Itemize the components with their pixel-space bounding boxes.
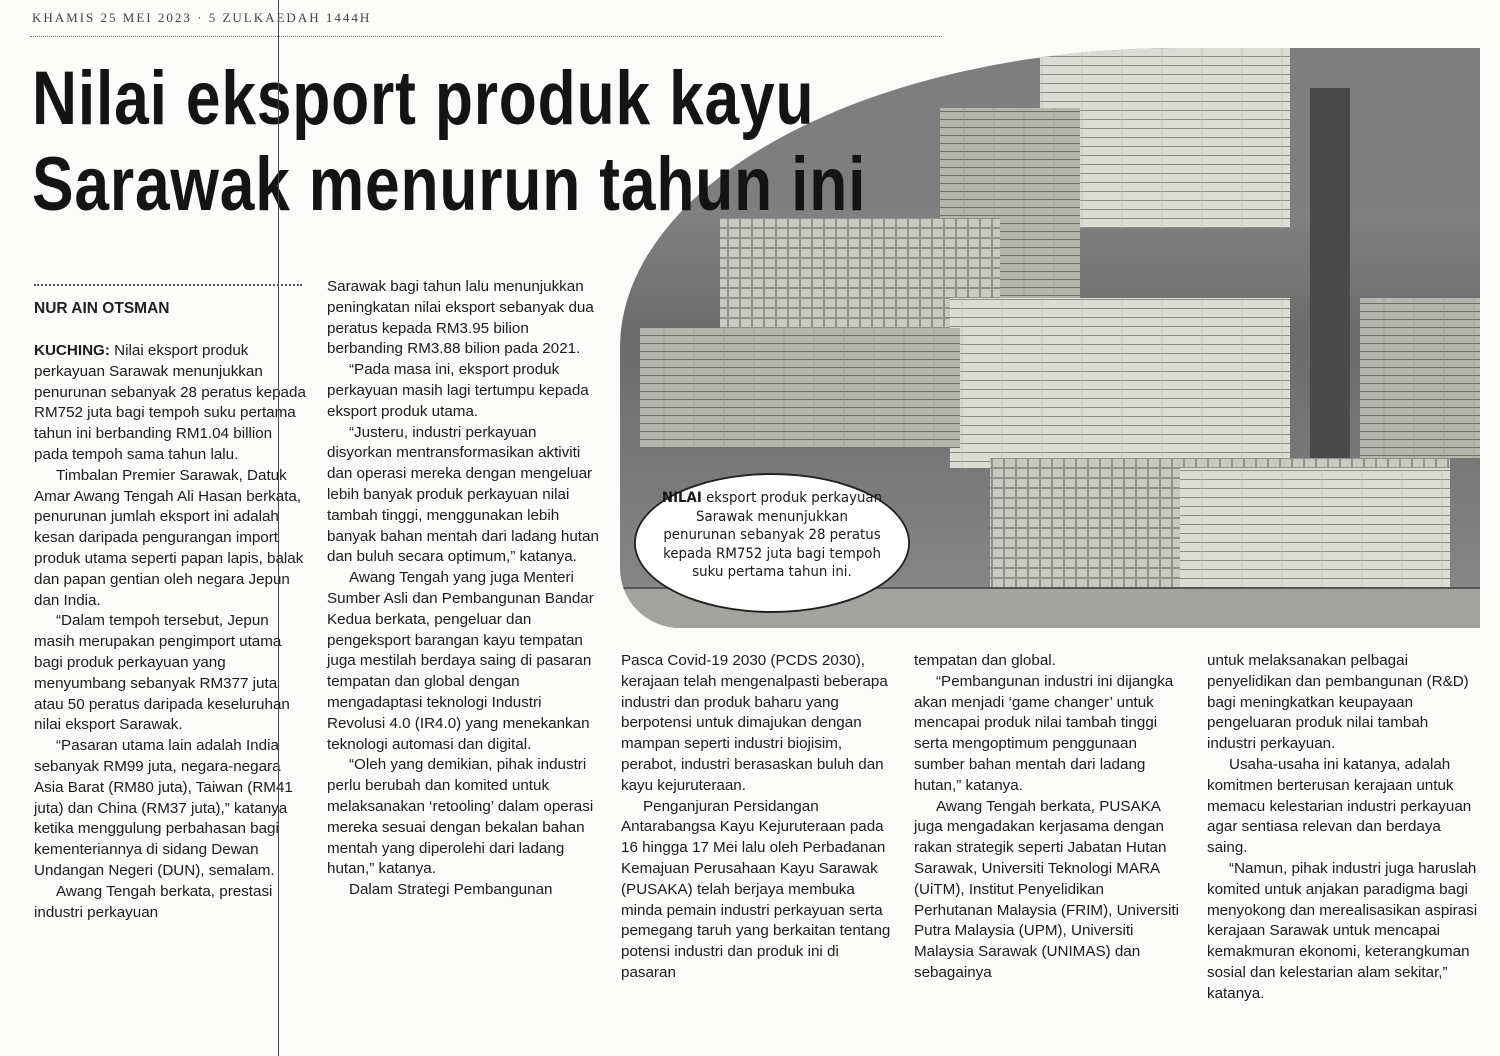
masthead-dateline: KHAMIS 25 MEI 2023 · 5 ZULKAEDAH 1444H [32, 10, 372, 25]
byline-rule [34, 284, 302, 286]
paragraph: Awang Tengah berkata, PUSAKA juga mengadakan kerjasama dengan rakan strategik seperti Jabatan Hutan Sarawak, Universiti Teknologi MARA (UiTM), Institut Penyelidikan Perhutanan Malaysia (FRIM), Universiti Putra Malaysia (UPM), Universiti Malaysia Sarawak (UNIMAS) dan sebagainya [914, 797, 1180, 981]
headline [32, 56, 893, 228]
article-column-5 [1207, 651, 1479, 1005]
masthead-rule [30, 36, 942, 37]
article-column-3 [621, 651, 893, 984]
paragraph: Pasca Covid-19 2030 (PCDS 2030), kerajaan telah mengenalpasti beberapa industri dan produk baharu yang berpotensi untuk dimajukan dengan mampan seperti industri biojisim, perabot, industri berasaskan buluh dan kayu kejuruteraan. [621, 652, 888, 794]
article-column-1 [34, 341, 306, 923]
headline-line-2: Sarawak menurun tahun ini [32, 142, 867, 227]
paragraph: “Justeru, industri perkayuan disyorkan mentransformasikan aktiviti dan operasi mereka dengan mengeluar lebih banyak produk perkayuan nilai tambah tinggi, menggunakan lebih banyak bahan mentah dari ladang hutan dan buluh secara optimum,” katanya. [327, 423, 599, 566]
paragraph: Usaha-usaha ini katanya, adalah komitmen berterusan kerajaan untuk memacu kelestarian industri perkayuan agar sentiasa relevan dan berdaya saing. [1207, 755, 1472, 857]
paragraph: “Dalam tempoh tersebut, Jepun masih merupakan pengimport utama bagi produk perkayuan yang menyumbang sebanyak RM377 juta atau 50 peratus daripada keseluruhan nilai eksport Sarawak. [34, 612, 290, 734]
paragraph: Penganjuran Persidangan Antarabangsa Kayu Kejuruteraan pada 16 hingga 17 Mei lalu oleh Perbadanan Kemajuan Perusahaan Kayu Sarawak (PUSAKA) telah berjaya membuka minda pemain industri perkayuan serta pemegang taruh yang berkaitan tentang potensi industri dan produk ini di pasaran [621, 797, 891, 981]
paragraph: Nilai eksport produk perkayuan Sarawak menunjukkan penurunan sebanyak 28 peratus kepada RM752 juta bagi tempoh suku pertama tahun ini berbanding RM1.04 billion pada tempoh sama tahun lalu. [34, 342, 306, 463]
article-column-2 [327, 277, 599, 901]
caption-kicker: NILAI [661, 490, 702, 506]
paragraph: Awang Tengah yang juga Menteri Sumber Asli dan Pembangunan Bandar Kedua berkata, pengeluar dan pengeksport barangan kayu tempatan juga mestilah berdaya saing di pasaran tempatan dan global dengan mengadaptasi teknologi Industri Revolusi 4.0 (IR4.0) yang menekankan teknologi automasi dan digital. [327, 569, 594, 753]
paragraph: “Pada masa ini, eksport produk perkayuan masih lagi tertumpu kepada eksport produk utama. [327, 361, 589, 420]
photo-caption [634, 473, 910, 613]
paragraph: Timbalan Premier Sarawak, Datuk Amar Awang Tengah Ali Hasan berkata, penurunan jumlah eksport ini adalah kesan daripada pengurangan import produk utama seperti papan lapis, balak dan papan gentian oleh negara Jepun dan India. [34, 466, 304, 609]
paragraph: tempatan dan global. [914, 652, 1056, 669]
paragraph: “Pembangunan industri ini dijangka akan menjadi ‘game changer’ untuk mencapai produk nilai tambah tinggi serta mengoptimum penggunaan sumber bahan mentah dari ladang hutan,” katanya. [914, 672, 1174, 794]
paragraph: Awang Tengah berkata, prestasi industri perkayuan [34, 882, 273, 921]
headline-line-1: Nilai eksport produk kayu [32, 56, 815, 141]
page-fold-line [278, 0, 279, 1056]
paragraph: untuk melaksanakan pelbagai penyelidikan dan pembangunan (R&D) bagi meningkatkan keupayaan pengeluaran produk nilai tambah industri perkayuan. [1207, 652, 1469, 753]
dateline-kicker: KUCHING: [34, 342, 110, 359]
paragraph: Dalam Strategi Pembangunan [349, 881, 553, 899]
paragraph: “Oleh yang demikian, pihak industri perlu berubah dan komited untuk melaksanakan ‘retooling’ dalam operasi mereka sesuai dengan bekalan bahan mentah yang diperolehi dari ladang hutan,” katanya. [327, 756, 594, 878]
byline: NUR AIN OTSMAN [34, 300, 170, 317]
paragraph: “Namun, pihak industri juga haruslah komited untuk anjakan paradigma bagi menyokong dan merealisasikan aspirasi kerajaan Sarawak untuk mencapai kemakmuran ekonomi, keterangkuman sosial dan kelestarian alam sekitar,” katanya. [1207, 859, 1478, 1002]
paragraph: “Pasaran utama lain adalah India sebanyak RM99 juta, negara-negara Asia Barat (RM80 juta), Taiwan (RM41 juta) dan China (RM37 juta),” katanya ketika menggulung perbahasan bagi kementeriannya di sidang Dewan Undangan Negeri (DUN), semalam. [34, 737, 293, 879]
paragraph: Sarawak bagi tahun lalu menunjukkan peningkatan nilai eksport sebanyak dua peratus kepada RM3.95 bilion berbanding RM3.88 bilion pada 2021. [327, 278, 594, 358]
caption-text: eksport produk perkayuan Sarawak menunjukkan penurunan sebanyak 28 peratus kepada RM752 juta bagi tempoh suku pertama tahun ini. [663, 490, 883, 580]
article-column-4 [914, 651, 1186, 984]
